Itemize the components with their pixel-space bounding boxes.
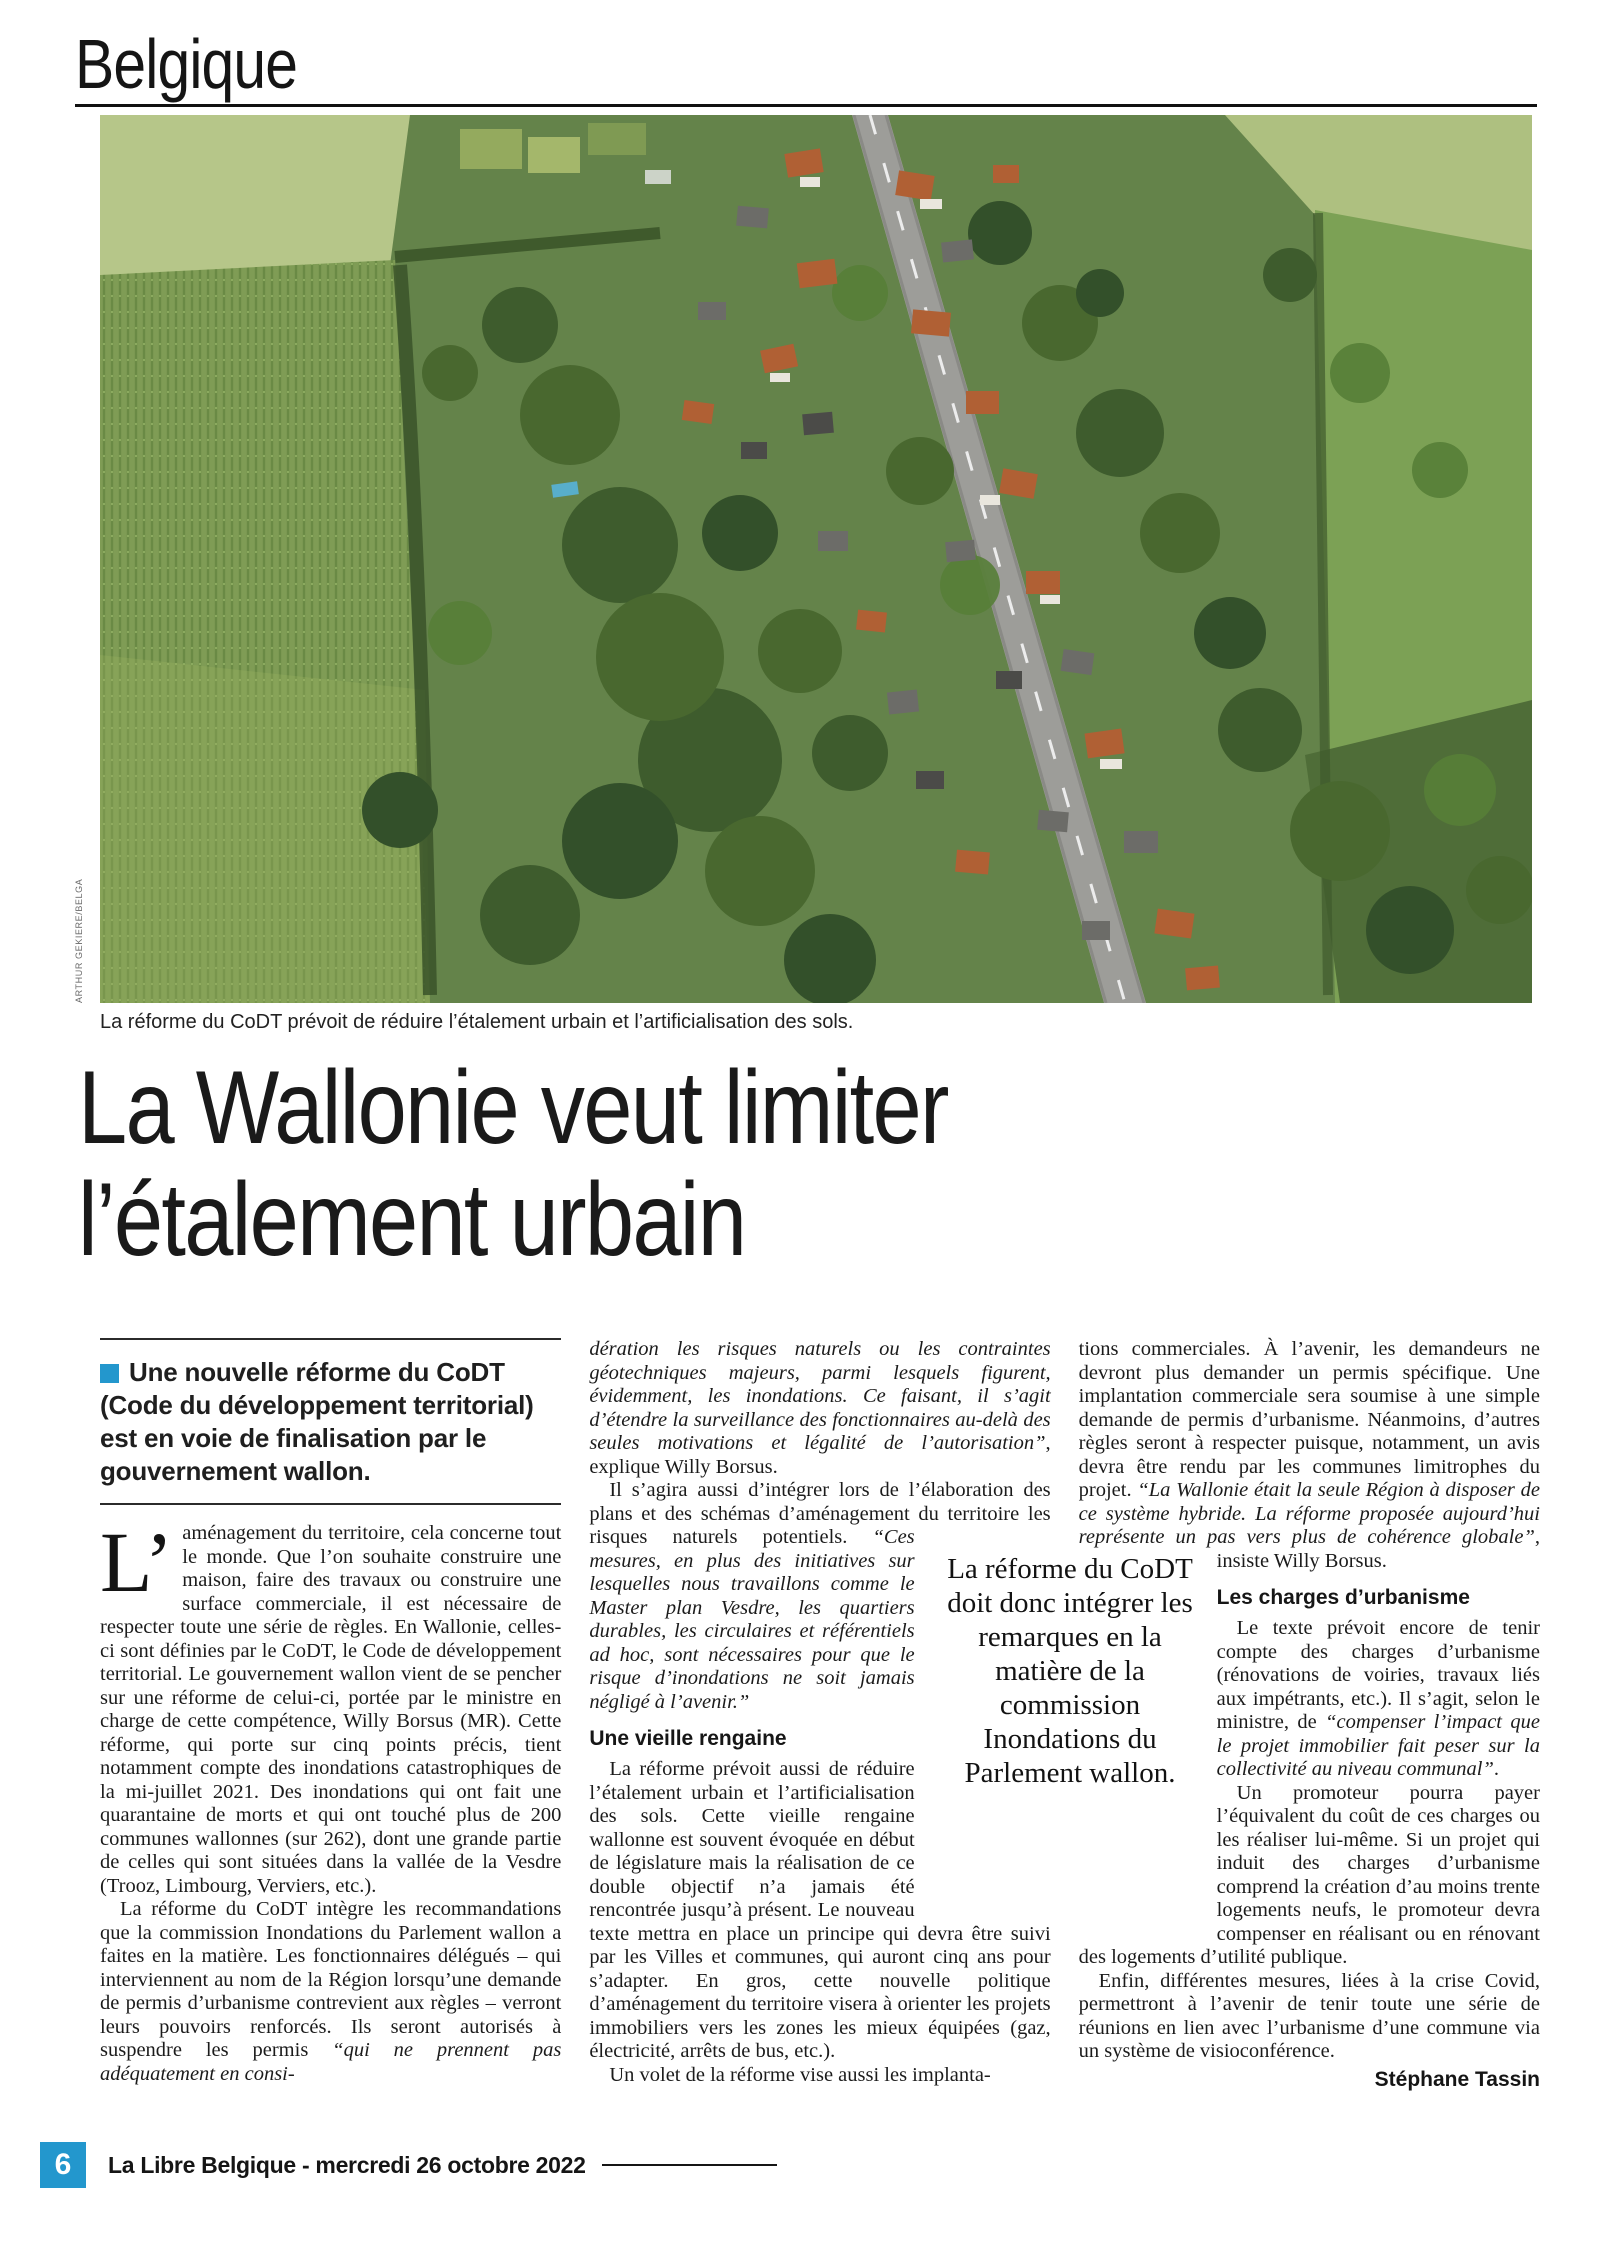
paragraph: L’ aménagement du territoire, cela concerne tout le monde. Que l’on souhaite construire une maison, faire des travaux ou construire une surface commerciale, il est nécessaire de respecter toute une série de règles. En Wallonie, celles-ci sont définies par le CoDT, le Code de développement territorial. Le gouvernement wallon vient de se pencher sur une réforme de celui-ci, portée par le ministre en charge de cette compétence, Willy Borsus (MR). Cette réforme, qui porte sur cinq points précis, tient notamment compte des inondations catastrophiques de la mi-juillet 2021. Des inondations qui ont fait une quarantaine de morts et qui ont touché plus de 200 communes wallonnes (sur 262), dont une grande partie de celles qui sont situées dans la vallée de la Vesdre (Trooz, Limbourg, Verviers, etc.).: [100, 1514, 562, 1897]
section-title: Belgique: [75, 25, 298, 103]
pull-quote: La réforme du CoDT doit donc intégrer les remarques en la matière de la commission Inondations du Parlement wallon.: [947, 1553, 1193, 1789]
lede-text: Une nouvelle réforme du CoDT (Code du développement territorial) est en voie de finalisation par le gouvernement wallon.: [100, 1357, 534, 1486]
paragraph: Le texte prévoit encore de tenir compte des charges d’urbanisme (rénovations de voiries, travaux liés aux impétrants, etc.). Il s’agit, selon le ministre, de “compenser l’impact que le projet immobilier fait peser sur la collectivité au niveau communal”.: [1216, 1617, 1540, 1780]
paragraph: Enfin, différentes mesures, liées à la crise Covid, permettront à l’avenir de tenir toute une série de réunions en lien avec l’urbanisme d’une commune via un système de visioconférence.: [1078, 1969, 1540, 2062]
headline-line-1: La Wallonie veut limiter: [78, 1050, 948, 1166]
subhead-les-charges-d-urbanisme: Les charges d’urbanisme: [1216, 1586, 1470, 1609]
lede-square-marker: [100, 1364, 119, 1383]
aerial-photo-illustration: [100, 115, 1532, 1003]
column-1: [100, 1338, 561, 2128]
paragraph: tions commerciales. À l’avenir, les demandeurs ne devront plus demander un permis spécifique. Une implantation commerciale sera soumise à une simple demande de permis d’urbanisme. Néanmoins, d’autres règles seront à respecter puisque, notamment, un avis devra être rendu par les communes limitrophes du projet. “La Wallonie était la seule Région à disposer de ce système hybride. La réforme proposée aujourd’hui représente un pas vers plus de cohérence globale”, insiste Willy Borsus.: [1078, 1338, 1540, 1572]
section-rule: [75, 104, 1537, 107]
headline: [78, 1052, 1101, 1276]
paragraph: dération les risques naturels ou les contraintes géotechniques majeurs, parmi lesquels figurent, évidemment, les inondations. Ce faisant, il s’agit d’étendre la surveillance des fonctionnaires au-delà des seules motivations et légalité de l’autorisation”, explique Willy Borsus.: [589, 1338, 1051, 1478]
page-footer: [40, 2142, 1540, 2188]
paragraph: Il s’agira aussi d’intégrer lors de l’élaboration des plans et des schémas d’aménagement du territoire les risques naturels potentiels. “Ces mesures, en plus des initiatives sur lesquelles nous travaillons comme le Master plan Vesdre, les quartiers durables, les circulaires et référentiels ad hoc, sont nécessaires pour que le risque d’inondations ne soit jamais négligé à l’avenir.”: [589, 1479, 1051, 1713]
paragraph: Un volet de la réforme vise aussi les implanta-: [609, 2063, 991, 2086]
paragraph: La réforme du CoDT intègre les recommandations que la commission Inondations du Parlement wallon a faites en la matière. Les fonctionnaires délégués – qui interviennent au nom de la Région lorsqu’une demande de permis d’urbanisme contrevient aux règles – verront leurs pouvoirs renforcés. Ils seront autorisés à suspendre les permis “qui ne prennent pas adéquatement en consi-: [100, 1898, 562, 2085]
page-number-badge: 6: [40, 2142, 86, 2188]
photo-credit: ARTHUR GEKIERE/BELGA: [74, 878, 84, 1003]
subhead-une-vieille-rengaine: Une vieille rengaine: [589, 1727, 787, 1750]
edition-line: La Libre Belgique - mercredi 26 octobre 2022: [108, 2151, 586, 2178]
paragraph: Un promoteur pourra payer l’équivalent du coût de ces charges ou les réaliser lui-même. Si un projet qui induit des charges d’urbanisme comprend la création d’au moins trente logements neufs, le promoteur devra compenser en réalisant ou en rénovant des logements d’utilité publique.: [1078, 1781, 1540, 1968]
aerial-photo: [74, 115, 1532, 1003]
lede-box: [100, 1338, 561, 1505]
article-body: [100, 1338, 1540, 2128]
headline-line-2: l’étalement urbain: [78, 1162, 746, 1278]
drop-cap: L’: [100, 1514, 174, 1610]
footer-rule: [602, 2164, 777, 2166]
lede: [100, 1356, 559, 1488]
section-header: [75, 25, 339, 103]
paragraph: La réforme prévoit aussi de réduire l’étalement urbain et l’artificialisation des sols. Cette vieille rengaine wallonne est souvent évoquée en début de législature mais la réalisation de ce double objectif n’a jamais été rencontrée jusqu’à présent. Le nouveau texte mettra en place un principe qui devra être suivi par les Villes et communes, qui auront cinq ans pour s’adapter. En gros, cette nouvelle politique d’aménagement du territoire visera à orienter les projets immobiliers vers les zones les mieux équipées (gaz, électricité, arrêts de bus, etc.).: [589, 1758, 1051, 2062]
photo-caption: La réforme du CoDT prévoit de réduire l’étalement urbain et l’artificialisation des sols.: [100, 1011, 854, 1033]
byline: Stéphane Tassin: [1374, 2067, 1540, 2091]
